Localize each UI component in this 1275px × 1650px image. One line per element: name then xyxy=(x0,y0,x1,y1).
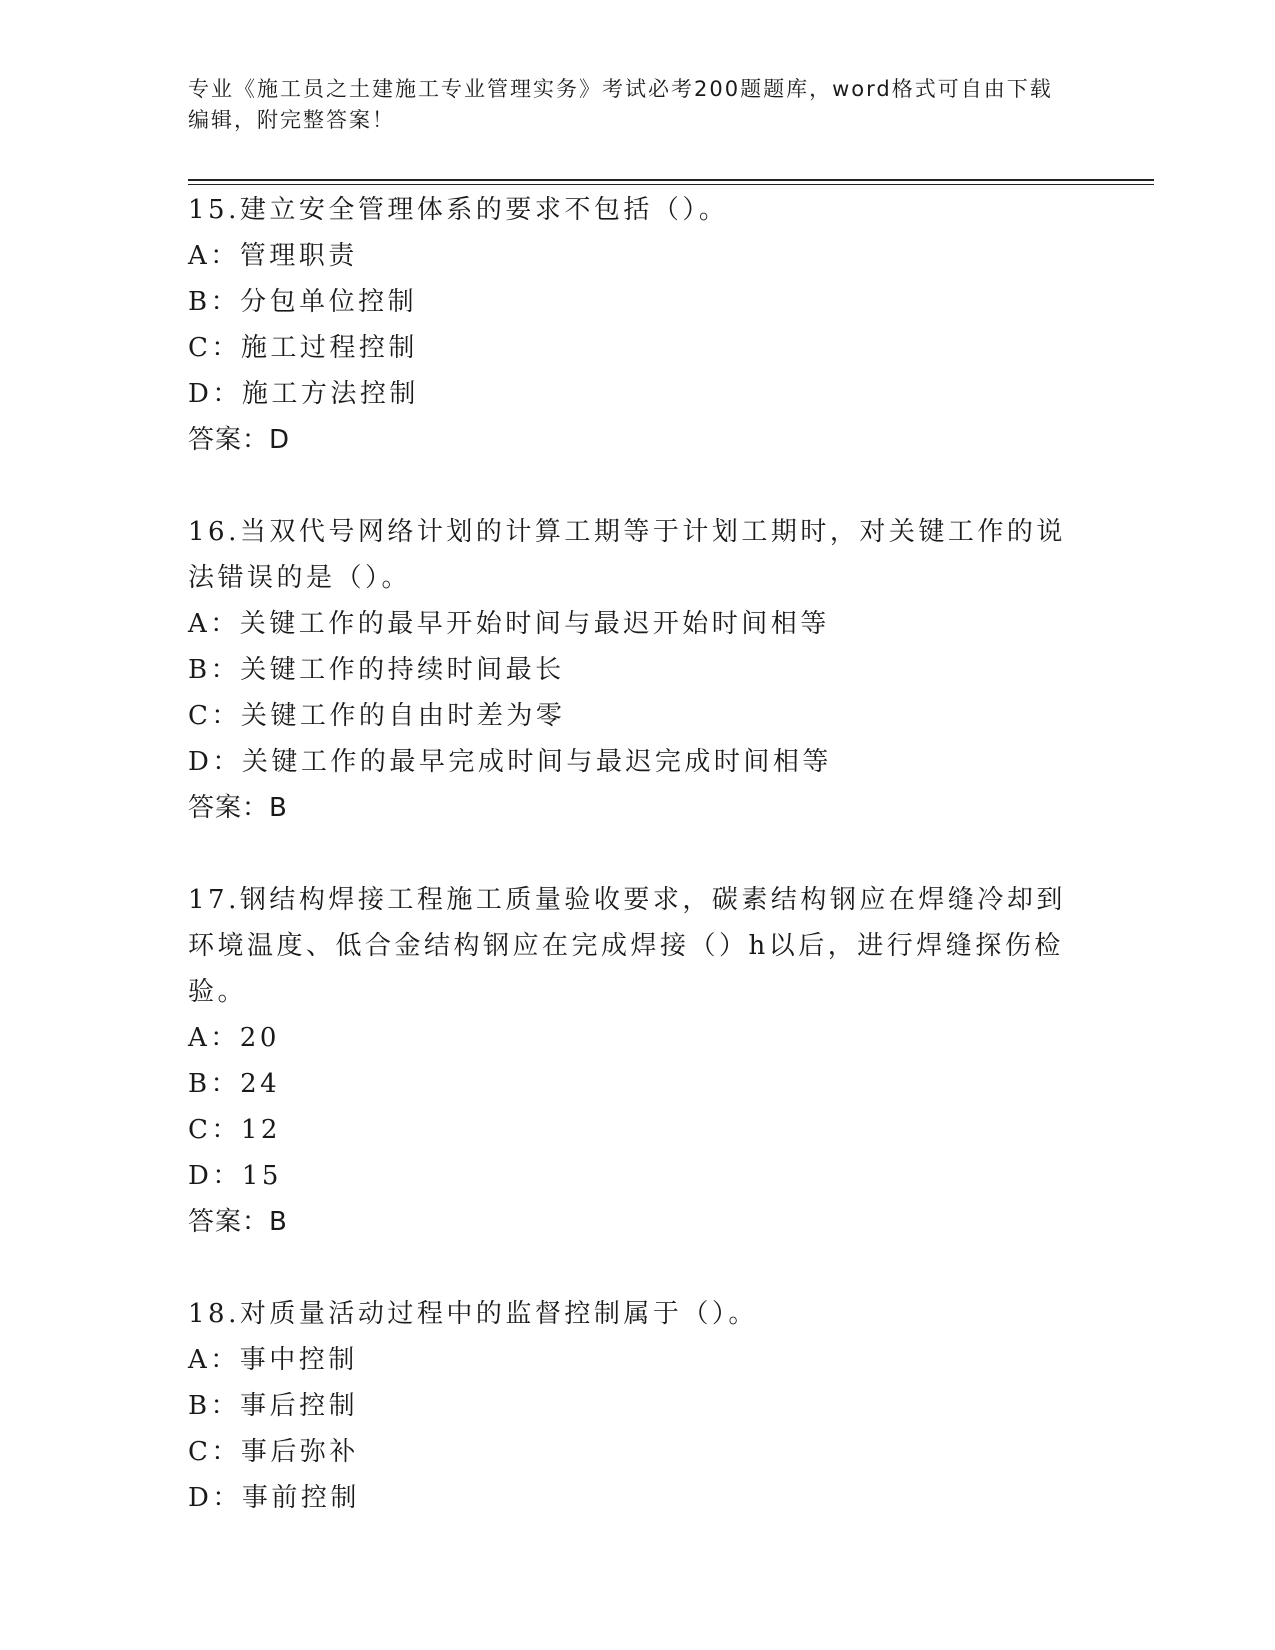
header-divider xyxy=(188,179,1154,185)
option-b: B：24 xyxy=(188,1069,281,1099)
question-text: 16.当双代号网络计划的计算工期等于计划工期时，对关键工作的说法错误的是（）。 xyxy=(188,517,1066,593)
question-text: 18.对质量活动过程中的监督控制属于（）。 xyxy=(188,1299,758,1329)
document-header: 专业《施工员之土建施工专业管理实务》考试必考200题题库，word格式可自由下载编辑，附完整答案！ xyxy=(188,77,1053,132)
option-a: A：管理职责 xyxy=(188,241,358,271)
answer: 答案：B xyxy=(188,1207,288,1237)
option-d: D：关键工作的最早完成时间与最迟完成时间相等 xyxy=(188,747,832,777)
option-c: C：关键工作的自由时差为零 xyxy=(188,701,566,731)
option-b: B：分包单位控制 xyxy=(188,287,418,317)
question-18 xyxy=(188,1291,1088,1521)
option-a: A：关键工作的最早开始时间与最迟开始时间相等 xyxy=(188,609,830,639)
question-list xyxy=(188,187,1088,1567)
question-text: 15.建立安全管理体系的要求不包括（）。 xyxy=(188,195,729,225)
option-b: B：关键工作的持续时间最长 xyxy=(188,655,565,685)
question-text: 17.钢结构焊接工程施工质量验收要求，碳素结构钢应在焊缝冷却到环境温度、低合金结构钢应在完成焊接（）h以后，进行焊缝探伤检验。 xyxy=(188,885,1066,1007)
option-d: D：15 xyxy=(188,1161,282,1191)
option-c: C：12 xyxy=(188,1115,281,1145)
option-c: C：事后弥补 xyxy=(188,1437,359,1467)
option-d: D：事前控制 xyxy=(188,1483,360,1513)
question-16 xyxy=(188,509,1088,831)
answer: 答案：B xyxy=(188,793,288,823)
option-b: B：事后控制 xyxy=(188,1391,359,1421)
question-15 xyxy=(188,187,1088,463)
option-a: A：20 xyxy=(188,1023,280,1053)
option-d: D：施工方法控制 xyxy=(188,379,419,409)
answer: 答案：D xyxy=(188,425,291,455)
option-a: A：事中控制 xyxy=(188,1345,358,1375)
option-c: C：施工过程控制 xyxy=(188,333,418,363)
question-17 xyxy=(188,877,1088,1245)
